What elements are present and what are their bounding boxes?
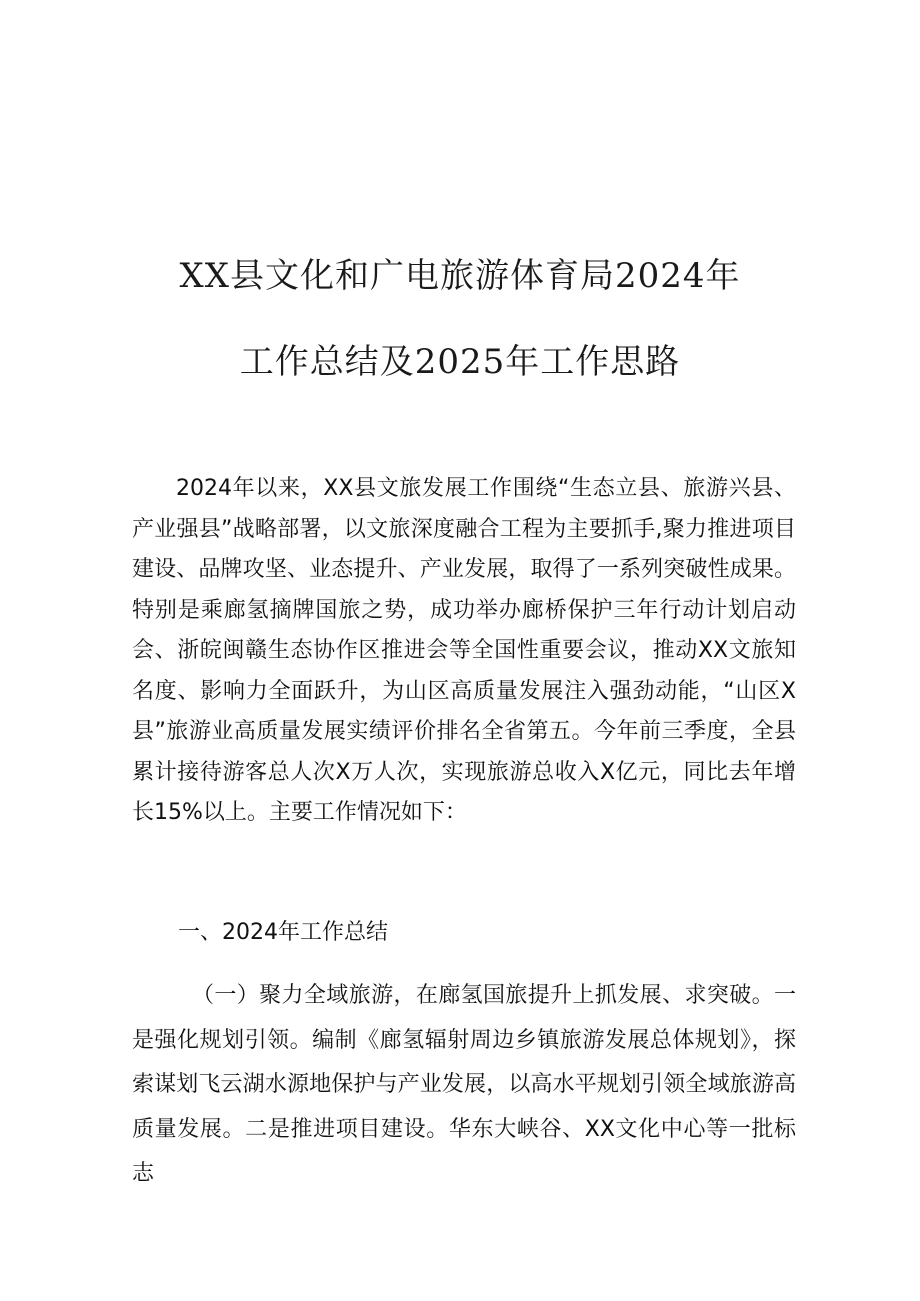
section-paragraph-block: [132, 974, 796, 1197]
section-heading: 一、2024年工作总结: [178, 920, 388, 945]
intro-paragraph-block: [132, 469, 796, 834]
intro-paragraph: 2024年以来，XX县文旅发展工作围绕“生态立县、旅游兴县、产业强县”战略部署，以文旅深度融合工程为主要抓手,聚力推进项目建设、品牌攻坚、业态提升、产业发展，取得了一系列突破性成果。特别是乘廊氢摘牌国旅之势，成功举办廊桥保护三年行动计划启动会、浙皖闽赣生态协作区推进会等全国性重要会议，推动XX文旅知名度、影响力全面跃升，为山区高质量发展注入强劲动能，“山区X县”旅游业高质量发展实绩评价排名全省第五。今年前三季度，全县累计接待游客总人次X万人次，实现旅游总收入X亿元，同比去年增长15%以上。主要工作情况如下：: [132, 476, 796, 825]
section-paragraph: （一）聚力全域旅游，在廊氢国旅提升上抓发展、求突破。一是强化规划引领。编制《廊氢辐射周边乡镇旅游发展总体规划》，探索谋划飞云湖水源地保护与产业发展，以高水平规划引领全域旅游高质量发展。二是推进项目建设。华东大峡谷、XX文化中心等一批标志: [132, 983, 796, 1186]
document-title-line-2: 工作总结及2025年工作思路: [239, 342, 681, 382]
document-title-line-1: XX县文化和广电旅游体育局2024年: [179, 256, 741, 296]
